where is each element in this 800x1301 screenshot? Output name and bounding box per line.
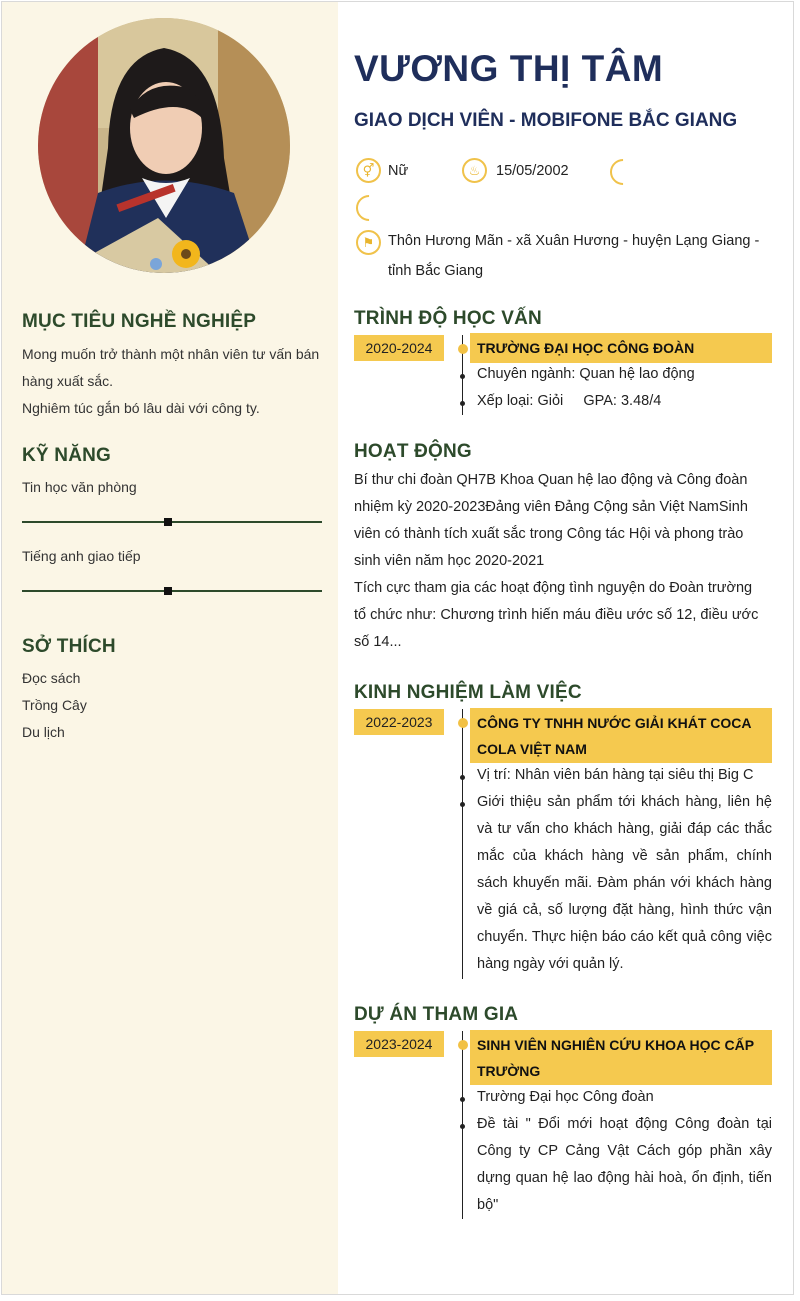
skill-level-marker [164, 587, 172, 595]
activities-line: sinh viên năm học 2020-2021 [354, 553, 545, 569]
activities-line: tổ chức như: Chương trình hiến máu điều ước số 12, điều ước [354, 607, 759, 623]
experience-company: CÔNG TY TNHH NƯỚC GIẢI KHÁT COCA COLA VIỆT NAM [470, 708, 772, 763]
skill-bar-english [22, 590, 322, 592]
bullet [460, 401, 465, 406]
hobby-item: Đọc sách [22, 670, 81, 686]
activities-line: viên có thành tích xuất sắc trong Công tác Hội và phong trào [354, 526, 744, 542]
address-line-2: tỉnh Bắc Giang [388, 263, 484, 279]
bullet [460, 374, 465, 379]
avatar [38, 18, 290, 273]
project-org: Trường Đại học Công đoàn [477, 1089, 654, 1105]
project-topic: Đề tài " Đổi mới hoạt động Công đoàn tại Công ty CP Cảng Vật Cách góp phần xây dựng quan hệ lao động hài hoà, ổn định, tiến bộ" [477, 1116, 772, 1213]
skill-bar-office [22, 521, 322, 523]
skill-name-english: Tiếng anh giao tiếp [22, 548, 141, 564]
skill-level-marker [164, 518, 172, 526]
education-school: TRƯỜNG ĐẠI HỌC CÔNG ĐOÀN [470, 333, 772, 363]
education-major: Chuyên ngành: Quan hệ lao động [477, 366, 695, 382]
education-heading: TRÌNH ĐỘ HỌC VẤN [354, 308, 542, 329]
phone-icon [605, 154, 642, 191]
experience-heading: KINH NGHIỆM LÀM VIỆC [354, 682, 582, 703]
bullet [460, 802, 465, 807]
main-content [338, 2, 793, 1294]
hobby-item: Du lịch [22, 724, 65, 740]
activities-line: Bí thư chi đoàn QH7B Khoa Quan hệ lao động và Công đoàn [354, 472, 748, 488]
cake-icon: ♨ [462, 158, 487, 183]
bullet [460, 1097, 465, 1102]
cv-page [1, 1, 794, 1295]
full-name: VƯƠNG THỊ TÂM [354, 48, 664, 89]
timeline-dot [458, 718, 468, 728]
birthday-value: 15/05/2002 [496, 163, 569, 179]
bullet [460, 775, 465, 780]
objective-line-3: Nghiêm túc gắn bó lâu dài với công ty. [22, 400, 260, 416]
sidebar [2, 2, 338, 1294]
experience-position: Vị trí: Nhân viên bán hàng tại siêu thị Big C [477, 767, 754, 783]
gender-icon: ⚥ [356, 158, 381, 183]
hobbies-heading: SỞ THÍCH [22, 636, 116, 657]
activities-line: Tích cực tham gia các hoạt động tình nguyện do Đoàn trường [354, 580, 753, 596]
bullet [460, 1124, 465, 1129]
location-icon: ⚑ [356, 230, 381, 255]
address-line-1: Thôn Hương Mãn - xã Xuân Hương - huyện Lạng Giang - [388, 233, 760, 249]
objective-line-1: Mong muốn trở thành một nhân viên tư vấn bán [22, 346, 320, 362]
education-grade: Xếp loại: Giỏi GPA: 3.48/4 [477, 393, 662, 409]
objective-line-2: hàng xuất sắc. [22, 373, 114, 389]
job-title: GIAO DỊCH VIÊN - MOBIFONE BẮC GIANG [354, 110, 738, 131]
skill-name-office: Tin học văn phòng [22, 479, 137, 495]
timeline-line [462, 709, 463, 979]
activities-line: số 14... [354, 634, 402, 650]
activities-heading: HOẠT ĐỘNG [354, 441, 472, 462]
gender-value: Nữ [388, 163, 409, 179]
project-name: SINH VIÊN NGHIÊN CỨU KHOA HỌC CẤP TRƯỜNG [470, 1030, 772, 1085]
timeline-dot [458, 344, 468, 354]
education-date: 2020-2024 [354, 335, 444, 361]
timeline-dot [458, 1040, 468, 1050]
activities-line: nhiệm kỳ 2020-2023Đảng viên Đảng Cộng sản Việt NamSinh [354, 499, 748, 515]
project-date: 2023-2024 [354, 1031, 444, 1057]
experience-date: 2022-2023 [354, 709, 444, 735]
email-icon [351, 190, 388, 227]
objective-heading: MỤC TIÊU NGHỀ NGHIỆP [22, 311, 257, 332]
hobby-item: Trồng Cây [22, 697, 87, 713]
projects-heading: DỰ ÁN THAM GIA [354, 1004, 519, 1025]
skills-heading: KỸ NĂNG [22, 445, 112, 466]
experience-description: Giới thiệu sản phẩm tới khách hàng, liên hệ và tư vấn cho khách hàng, giải đáp các thắc mắc của khách hàng về sản phẩm, chính sách khuyến mãi. Đàm phán với khách hàng về giá cả, số lượng đặt hàng, hình thức vận chuyển. Thực hiện báo cáo kết quả công việc hàng ngày với quản lý. [477, 794, 772, 972]
